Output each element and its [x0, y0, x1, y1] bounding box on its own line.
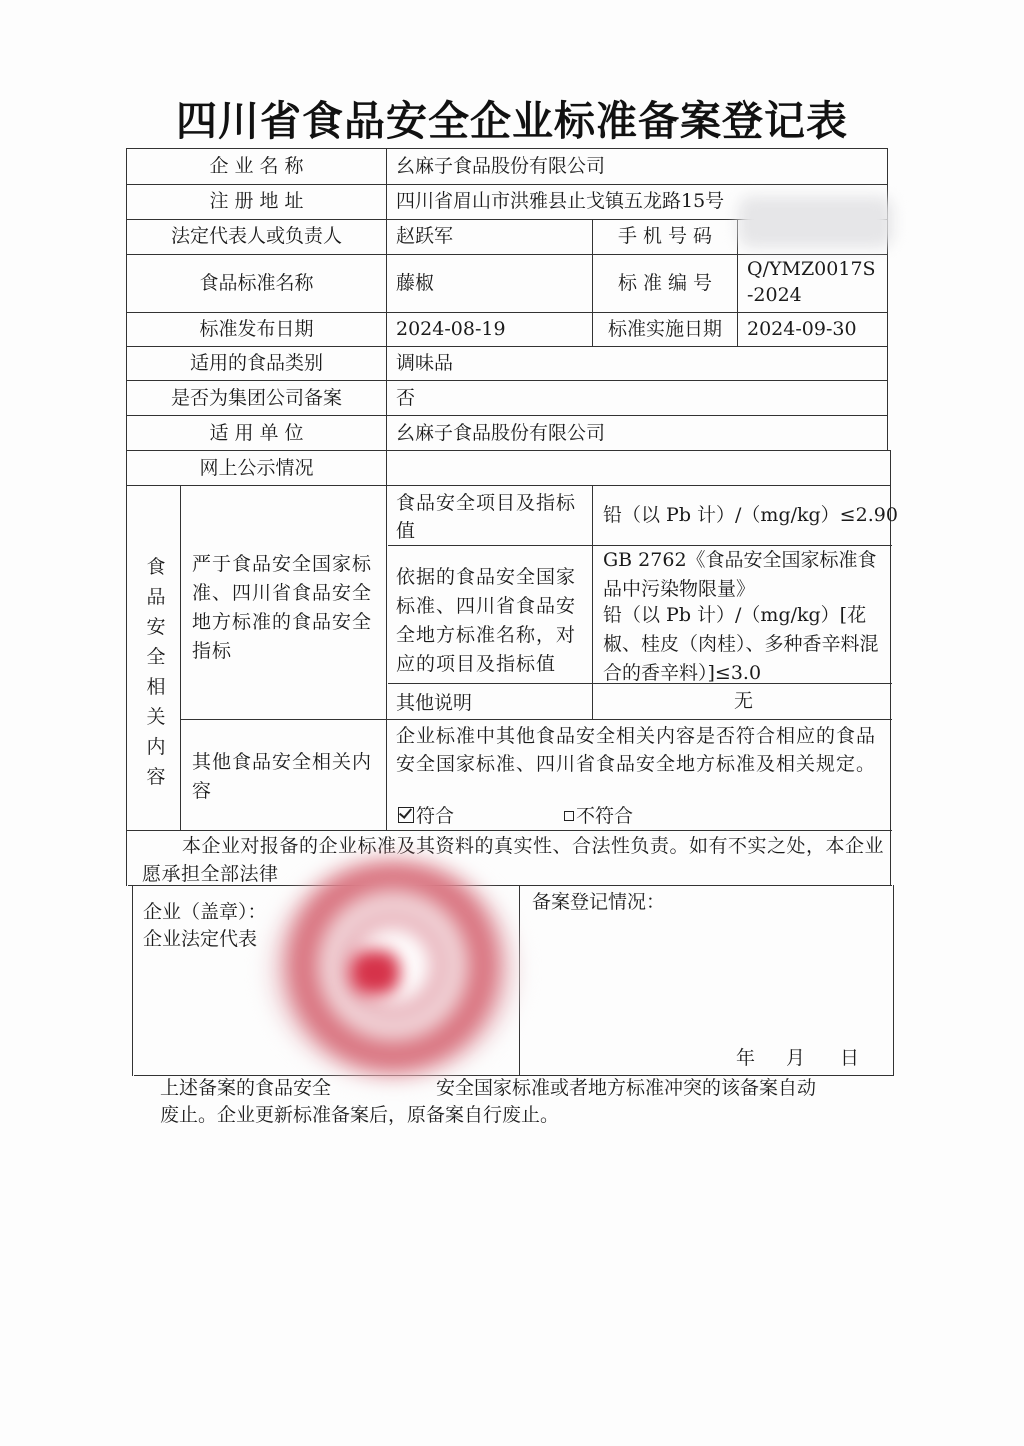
seal-star: [350, 950, 400, 995]
address-value: 四川省眉山市洪雅县止戈镇五龙路15号: [396, 190, 725, 212]
other-note-value: 无: [734, 690, 754, 712]
applicable-unit-value: 幺麻子食品股份有限公司: [396, 422, 606, 444]
food-category-label: 适用的食品类别: [189, 352, 323, 374]
safety-side-label: 食品安全相关内容: [146, 556, 166, 788]
basis-standard-label: 依据的食品安全国家标准、四川省食品安全地方标准名称，对应的项目及指标值: [396, 566, 577, 675]
option-not-comply: [564, 803, 633, 830]
address-label: 注 册 地 址: [209, 190, 304, 212]
group-filing-label: 是否为集团公司备案: [170, 387, 342, 409]
implementation-date-value: 2024-09-30: [747, 318, 857, 340]
food-category-value: 调味品: [396, 352, 454, 374]
legal-rep-value: 赵跃军: [396, 225, 454, 247]
online-publicity-label: 网上公示情况: [199, 457, 314, 479]
option-not-comply-label: 不符合: [576, 805, 634, 827]
option-comply-label: 符合: [416, 805, 455, 827]
phone-label: 手 机 号 码: [617, 225, 713, 247]
company-label: 企 业 名 称: [209, 155, 304, 177]
food-standard-value: 藤椒: [396, 272, 435, 294]
applicable-unit-label: 适 用 单 位: [209, 422, 304, 444]
safety-item-label: 食品安全项目及指标值: [396, 492, 577, 542]
footnote-line-1b: 安全国家标准或者地方标准冲突的该备案自动: [436, 1077, 817, 1099]
publish-date-value: 2024-08-19: [396, 318, 506, 340]
declaration-text: 本企业对报备的企业标准及其资料的真实性、合法性负责。如有不实之处，本企业愿承担全部法律: [142, 835, 885, 885]
food-standard-label: 食品标准名称: [199, 272, 314, 294]
legal-rep-sign-label: 企业法定代表: [143, 928, 258, 950]
legal-rep-label: 法定代表人或负责人: [170, 225, 342, 247]
page-title: 四川省食品安全企业标准备案登记表: [176, 97, 848, 145]
checked-box-icon: [398, 807, 414, 823]
phone-redacted: [738, 196, 893, 248]
registration-status-label: 备案登记情况：: [532, 891, 666, 913]
date-day: 日: [840, 1047, 860, 1069]
company-value: 幺麻子食品股份有限公司: [396, 155, 606, 177]
footnote-line-2: 废止。企业更新标准备案后，原备案自行废止。: [160, 1104, 560, 1126]
unchecked-box-icon: [564, 811, 574, 821]
other-safety-label: 其他食品安全相关内容: [192, 751, 373, 802]
company-seal-label: 企业（盖章）：: [143, 901, 267, 923]
publish-date-label: 标准发布日期: [199, 318, 314, 340]
standard-number-label: 标 准 编 号: [617, 272, 713, 294]
other-safety-text: 企业标准中其他食品安全相关内容是否符合相应的食品安全国家标准、四川省食品安全地方标准及相关规定。: [396, 725, 877, 775]
date-month: 月: [786, 1047, 806, 1069]
other-note-label: 其他说明: [396, 692, 473, 714]
date-year: 年: [736, 1047, 756, 1069]
safety-item-value: 铅（以 Pb 计）/（mg/kg）≤2.90: [603, 504, 898, 526]
option-comply: [398, 803, 454, 830]
footnote-line-1a: 上述备案的食品安全: [160, 1077, 332, 1099]
group-filing-value: 否: [396, 387, 416, 409]
basis-standard-indicator: 铅（以 Pb 计）/（mg/kg）[花椒、桂皮（肉桂）、多种香辛料混合的香辛料）]≤3.0: [603, 604, 879, 684]
stricter-indicator-label: 严于食品安全国家标准、四川省食品安全地方标准的食品安全指标: [192, 553, 373, 662]
standard-number-value: Q/YMZ0017S-2024: [747, 258, 876, 306]
basis-standard-name: GB 2762《食品安全国家标准食品中污染物限量》: [603, 549, 877, 600]
implementation-date-label: 标准实施日期: [607, 318, 722, 340]
